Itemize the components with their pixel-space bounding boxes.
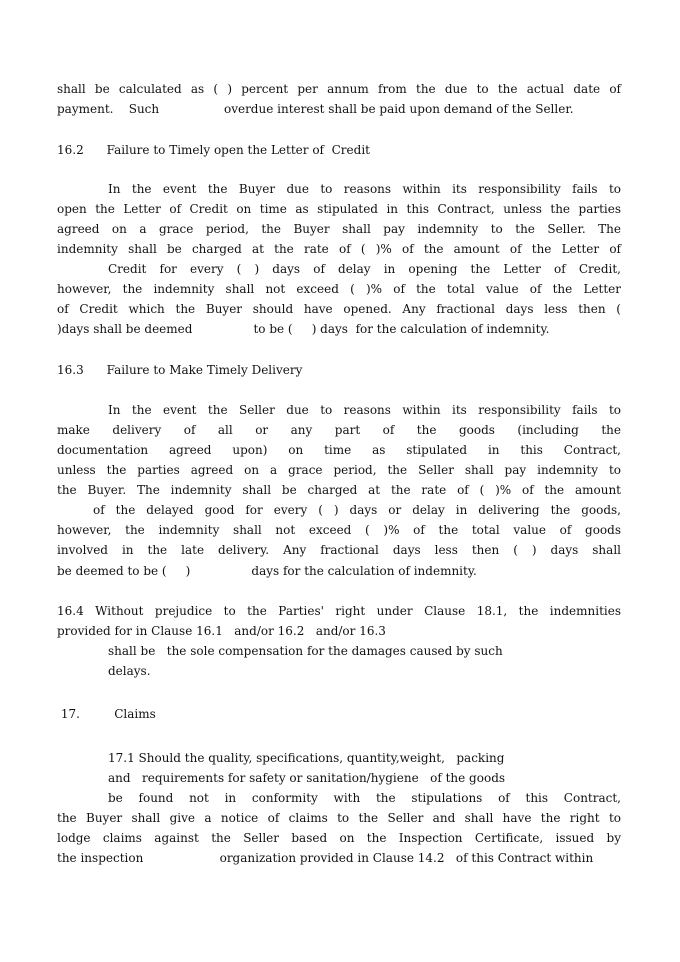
section-16-3-line: of the delayed good for every ( ) days or delay in delivering the goods, — [93, 503, 621, 517]
section-16-3-line: documentation agreed upon) on time as stipulated in this Contract, — [57, 443, 621, 457]
section-16-2-line: open the Letter of Credit on time as stipulated in this Contract, unless the parties — [57, 202, 621, 216]
section-16-3-line: the Buyer. The indemnity shall be charged at the rate of ( )% of the amount — [57, 483, 621, 497]
section-16-3-line: however, the indemnity shall not exceed ( )% of the total value of goods — [57, 523, 621, 537]
section-17-line: the inspection organization provided in Clause 14.2 of this Contract within — [57, 851, 594, 865]
section-16-2-line: )days shall be deemed to be ( ) days for the calculation of indemnity. — [57, 322, 550, 336]
intro-line-2: payment. Such overdue interest shall be paid upon demand of the Seller. — [57, 102, 574, 116]
section-16-2-heading: 16.2 Failure to Timely open the Letter of Credit — [57, 143, 370, 157]
section-16-2-line: however, the indemnity shall not exceed ( )% of the total value of the Letter — [57, 282, 621, 296]
section-16-2-line: of Credit which the Buyer should have opened. Any fractional days less then ( — [57, 302, 621, 316]
section-17-line: lodge claims against the Seller based on the Inspection Certificate, issued by — [57, 831, 621, 845]
section-17-line: the Buyer shall give a notice of claims to the Seller and shall have the right to — [57, 811, 621, 825]
section-16-2-line: Credit for every ( ) days of delay in opening the Letter of Credit, — [108, 262, 621, 276]
section-16-3-line: In the event the Seller due to reasons within its responsibility fails to — [108, 403, 621, 417]
section-16-3-line: unless the parties agreed on a grace period, the Seller shall pay indemnity to — [57, 463, 621, 477]
section-16-3-line: be deemed to be ( ) days for the calculation of indemnity. — [57, 564, 477, 578]
section-16-4-line: shall be the sole compensation for the damages caused by such — [108, 644, 503, 658]
section-16-2-line: agreed on a grace period, the Buyer shall pay indemnity to the Seller. The — [57, 222, 621, 236]
section-16-3-line: involved in the late delivery. Any fractional days less then ( ) days shall — [57, 543, 621, 557]
section-16-2-line: In the event the Buyer due to reasons within its responsibility fails to — [108, 182, 621, 196]
section-16-4-line: provided for in Clause 16.1 and/or 16.2 and/or 16.3 — [57, 624, 386, 638]
section-17-line: be found not in conformity with the stipulations of this Contract, — [108, 791, 621, 805]
intro-line-1: shall be calculated as ( ) percent per annum from the due to the actual date of — [57, 82, 621, 96]
section-17-heading: 17. Claims — [57, 707, 156, 721]
section-16-3-line: make delivery of all or any part of the goods (including the — [57, 423, 621, 437]
section-16-4-line: delays. — [108, 664, 151, 678]
section-16-2-line: indemnity shall be charged at the rate of ( )% of the amount of the Letter of — [57, 242, 621, 256]
section-16-4-line: 16.4 Without prejudice to the Parties' right under Clause 18.1, the indemnities — [57, 604, 621, 618]
section-17-line: and requirements for safety or sanitation/hygiene of the goods — [108, 771, 506, 785]
section-17-line: 17.1 Should the quality, specifications, quantity,weight, packing — [108, 751, 505, 765]
section-16-3-heading: 16.3 Failure to Make Timely Delivery — [57, 363, 303, 377]
